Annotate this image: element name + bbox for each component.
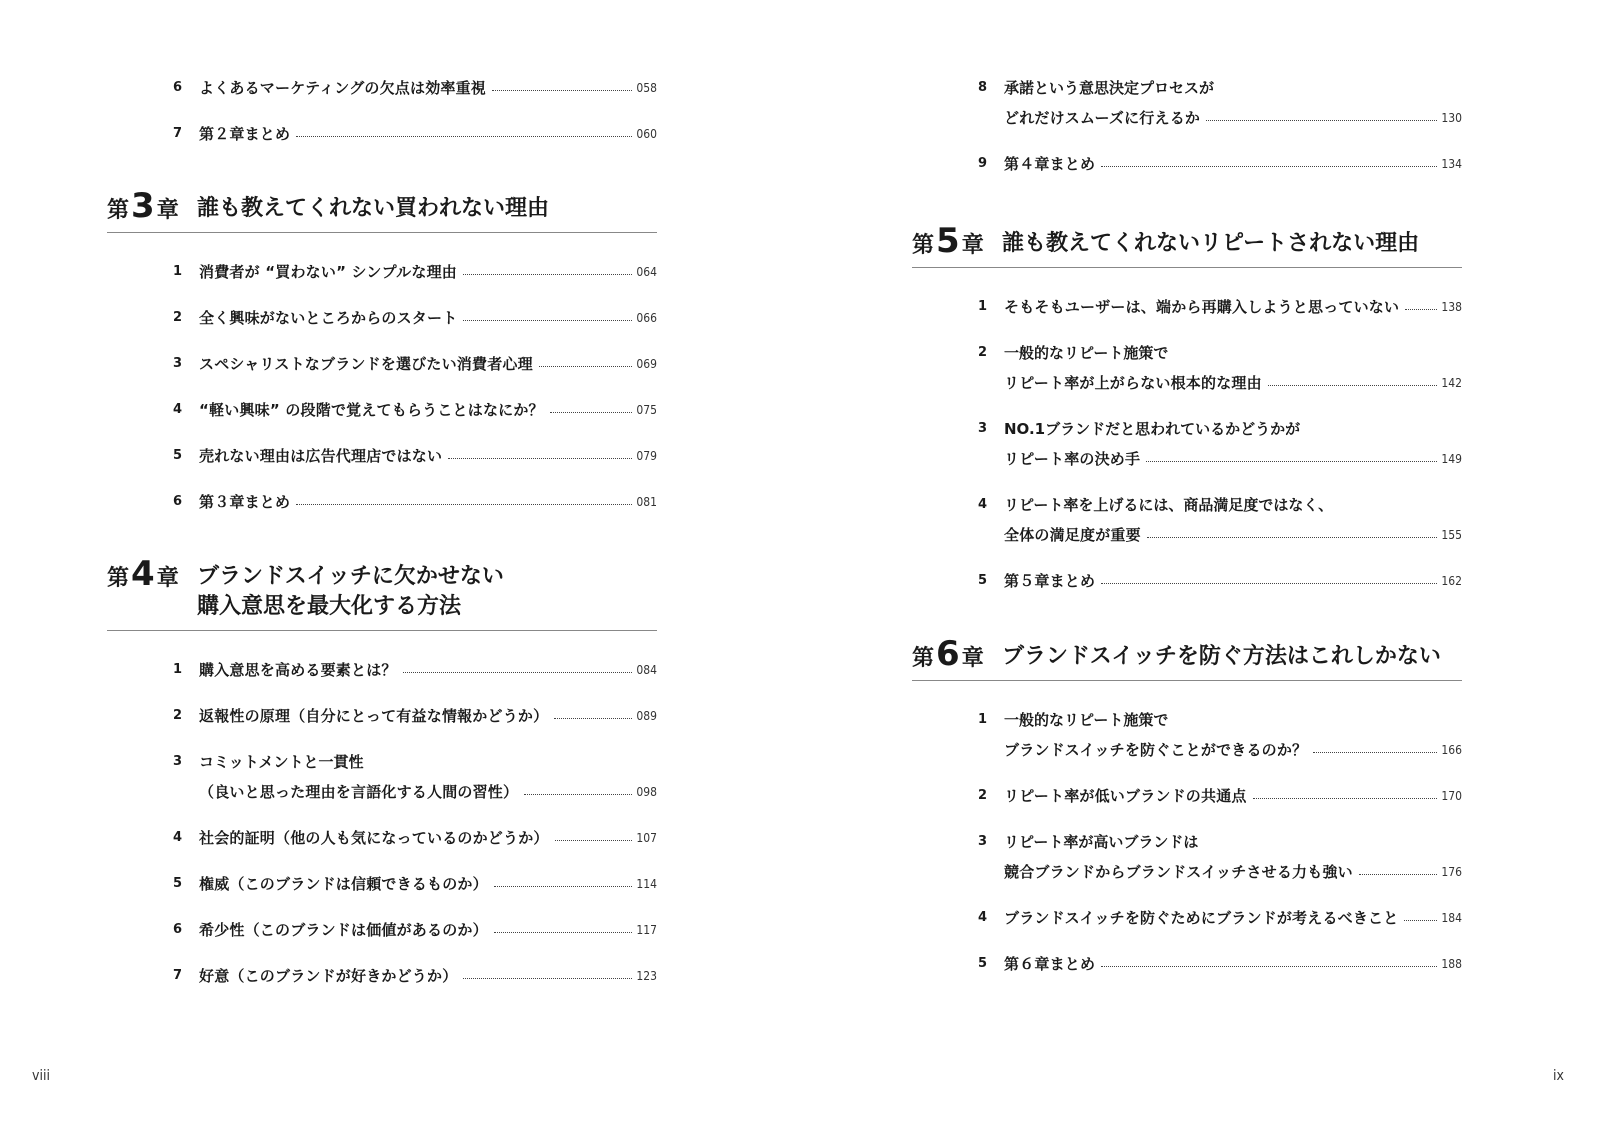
- entry-title: 競合ブランドからブランドスイッチさせる力も強い: [1004, 863, 1353, 881]
- entry-title: リピート率が上がらない根本的な理由: [1004, 374, 1262, 392]
- entry-number: 1: [978, 712, 988, 727]
- entry-number: 1: [173, 662, 183, 677]
- toc-entry[interactable]: [173, 827, 657, 849]
- entry-number: 7: [173, 968, 183, 983]
- entry-number: 3: [173, 356, 183, 371]
- entry-page-number: 069: [636, 357, 657, 371]
- toc-entry[interactable]: [978, 833, 1462, 883]
- toc-entry[interactable]: [978, 785, 1462, 807]
- toc-entry[interactable]: [978, 344, 1462, 394]
- dot-leader: [463, 320, 632, 321]
- entry-title: そもそもユーザーは、端から再購入しようと思っていない: [1004, 298, 1400, 316]
- entry-title: スペシャリストなブランドを選びたい消費者心理: [199, 355, 533, 373]
- toc-entry[interactable]: [978, 907, 1462, 929]
- page-folio: ix: [1553, 1068, 1564, 1084]
- entry-title: 権威（このブランドは信頼できるものか）: [199, 875, 488, 893]
- chapter-label: 第3章: [107, 186, 179, 226]
- entry-page-number: 060: [636, 127, 657, 141]
- toc-entry[interactable]: [978, 711, 1462, 761]
- entry-number: 3: [978, 834, 988, 849]
- entry-title-line1: 一般的なリピート施策で: [1004, 711, 1169, 729]
- entry-number: 6: [173, 494, 183, 509]
- right-page: [800, 0, 1600, 1135]
- toc-entry[interactable]: [173, 261, 657, 283]
- entry-number: 1: [978, 299, 988, 314]
- entry-number: 2: [173, 310, 183, 325]
- entry-title: 全く興味がないところからのスタート: [199, 309, 458, 327]
- entry-title: 消費者が “買わない” シンプルな理由: [199, 263, 457, 281]
- dot-leader: [1405, 309, 1437, 310]
- dot-leader: [296, 136, 632, 137]
- entry-page-number: 064: [636, 265, 657, 279]
- dot-leader: [1147, 537, 1438, 538]
- entry-page-number: 058: [636, 81, 657, 95]
- entry-title: 購入意思を高める要素とは？: [199, 661, 397, 679]
- entry-page-number: 155: [1441, 528, 1462, 542]
- entry-number: 2: [978, 788, 988, 803]
- entry-title-line1: 承諾という意思決定プロセスが: [1004, 79, 1215, 97]
- entry-page-number: 075: [636, 403, 657, 417]
- dot-leader: [494, 932, 633, 933]
- toc-entry[interactable]: [978, 153, 1462, 175]
- entry-title: リピート率が低いブランドの共通点: [1004, 787, 1247, 805]
- entry-number: 9: [978, 156, 988, 171]
- dot-leader: [494, 886, 633, 887]
- entry-page-number: 184: [1441, 911, 1462, 925]
- chapter-title: ブランドスイッチに欠かせない 購入意思を最大化する方法: [197, 564, 504, 619]
- entry-title: （良いと思った理由を言語化する人間の習性）: [199, 783, 519, 801]
- entry-number: 6: [173, 922, 183, 937]
- toc-entry[interactable]: [173, 919, 657, 941]
- entry-page-number: 176: [1441, 865, 1462, 879]
- dot-leader: [554, 718, 632, 719]
- entry-number: 6: [173, 80, 183, 95]
- chapter-heading: [912, 628, 1462, 681]
- dot-leader: [1404, 920, 1437, 921]
- entry-page-number: 079: [636, 449, 657, 463]
- toc-entry[interactable]: [173, 753, 657, 803]
- chapter-heading: [107, 180, 657, 233]
- toc-entry[interactable]: [978, 570, 1462, 592]
- entry-title-line1: リピート率が高いブランドは: [1004, 833, 1199, 851]
- dot-leader: [463, 978, 632, 979]
- entry-number: 5: [173, 448, 183, 463]
- chapter-title: ブランドスイッチを防ぐ方法はこれしかない: [1002, 644, 1441, 669]
- toc-entry[interactable]: [978, 953, 1462, 975]
- entry-number: 2: [978, 345, 988, 360]
- entry-page-number: 066: [636, 311, 657, 325]
- entry-number: 7: [173, 126, 183, 141]
- entry-title-line1: コミットメントと一貫性: [199, 753, 364, 771]
- entry-title: 希少性（このブランドは価値があるのか）: [199, 921, 488, 939]
- dot-leader: [1101, 166, 1437, 167]
- chapter-title: 誰も教えてくれないリピートされない理由: [1002, 231, 1420, 256]
- entry-page-number: 149: [1441, 452, 1462, 466]
- entry-page-number: 089: [636, 709, 657, 723]
- entry-title: よくあるマーケティングの欠点は効率重視: [199, 79, 487, 97]
- toc-entry[interactable]: [173, 659, 657, 681]
- dot-leader: [296, 504, 632, 505]
- chapter-title: 誰も教えてくれない買われない理由: [197, 196, 550, 221]
- entry-page-number: 162: [1441, 574, 1462, 588]
- entry-number: 5: [978, 956, 988, 971]
- entry-number: 3: [978, 421, 988, 436]
- entry-title: 好意（このブランドが好きかどうか）: [199, 967, 458, 985]
- toc-entry[interactable]: [173, 77, 657, 99]
- chapter-heading: [107, 554, 657, 631]
- dot-leader: [1359, 874, 1438, 875]
- dot-leader: [448, 458, 632, 459]
- entry-title: ブランドスイッチを防ぐためにブランドが考えるべきこと: [1004, 909, 1399, 927]
- entry-title: 第５章まとめ: [1004, 572, 1096, 590]
- entry-page-number: 130: [1441, 111, 1462, 125]
- dot-leader: [550, 412, 633, 413]
- chapter-label: 第5章: [912, 221, 984, 261]
- toc-entry[interactable]: [173, 445, 657, 467]
- dot-leader: [539, 366, 633, 367]
- entry-page-number: 081: [636, 495, 657, 509]
- entry-page-number: 084: [636, 663, 657, 677]
- entry-title: 第４章まとめ: [1004, 155, 1096, 173]
- entry-number: 3: [173, 754, 183, 769]
- dot-leader: [1101, 583, 1437, 584]
- entry-page-number: 170: [1441, 789, 1462, 803]
- entry-title: どれだけスムーズに行えるか: [1004, 109, 1201, 127]
- entry-title: 売れない理由は広告代理店ではない: [199, 447, 443, 465]
- chapter-label: 第6章: [912, 634, 984, 674]
- toc-entry[interactable]: [978, 420, 1462, 470]
- entry-page-number: 098: [636, 785, 657, 799]
- dot-leader: [1253, 798, 1438, 799]
- toc-entry[interactable]: [173, 873, 657, 895]
- toc-entry[interactable]: [173, 307, 657, 329]
- dot-leader: [524, 794, 632, 795]
- entry-page-number: 188: [1441, 957, 1462, 971]
- entry-title: リピート率の決め手: [1004, 450, 1141, 468]
- entry-page-number: 117: [636, 923, 657, 937]
- dot-leader: [1313, 752, 1437, 753]
- toc-entry[interactable]: [173, 353, 657, 375]
- toc-entry[interactable]: [173, 965, 657, 987]
- entry-page-number: 138: [1441, 300, 1462, 314]
- entry-title: 第３章まとめ: [199, 493, 291, 511]
- entry-number: 2: [173, 708, 183, 723]
- entry-page-number: 114: [636, 877, 657, 891]
- dot-leader: [1268, 385, 1438, 386]
- entry-title-line1: リピート率を上げるには、商品満足度ではなく、: [1004, 496, 1334, 514]
- entry-number: 1: [173, 264, 183, 279]
- toc-entry[interactable]: [173, 705, 657, 727]
- entry-number: 4: [978, 910, 988, 925]
- entry-number: 4: [173, 402, 183, 417]
- dot-leader: [555, 840, 633, 841]
- entry-number: 4: [978, 497, 988, 512]
- entry-number: 8: [978, 80, 988, 95]
- entry-page-number: 123: [636, 969, 657, 983]
- dot-leader: [1206, 120, 1437, 121]
- entry-number: 5: [173, 876, 183, 891]
- entry-title: 全体の満足度が重要: [1004, 526, 1141, 544]
- chapter-heading: [912, 215, 1462, 268]
- dot-leader: [492, 90, 632, 91]
- entry-page-number: 166: [1441, 743, 1462, 757]
- entry-title: “軽い興味” の段階で覚えてもらうことはなにか？: [199, 401, 544, 419]
- entry-title: ブランドスイッチを防ぐことができるのか？: [1004, 741, 1308, 759]
- entry-title: 第２章まとめ: [199, 125, 291, 143]
- entry-title: 第６章まとめ: [1004, 955, 1096, 973]
- entry-title-line1: 一般的なリピート施策で: [1004, 344, 1169, 362]
- entry-number: 5: [978, 573, 988, 588]
- toc-entry[interactable]: [978, 79, 1462, 129]
- entry-page-number: 134: [1441, 157, 1462, 171]
- toc-entry[interactable]: [978, 496, 1462, 546]
- chapter-label: 第4章: [107, 554, 179, 594]
- entry-page-number: 107: [636, 831, 657, 845]
- dot-leader: [463, 274, 632, 275]
- toc-entry[interactable]: [173, 491, 657, 513]
- entry-title: 社会的証明（他の人も気になっているのかどうか）: [199, 829, 549, 847]
- dot-leader: [1101, 966, 1437, 967]
- dot-leader: [1146, 461, 1437, 462]
- toc-entry[interactable]: [173, 399, 657, 421]
- entry-title-line1: NO.1ブランドだと思われているかどうかが: [1004, 420, 1301, 438]
- entry-page-number: 142: [1441, 376, 1462, 390]
- entry-title: 返報性の原理（自分にとって有益な情報かどうか）: [199, 707, 549, 725]
- toc-entry[interactable]: [978, 296, 1462, 318]
- entry-number: 4: [173, 830, 183, 845]
- page-folio: viii: [32, 1068, 50, 1084]
- dot-leader: [403, 672, 633, 673]
- toc-entry[interactable]: [173, 123, 657, 145]
